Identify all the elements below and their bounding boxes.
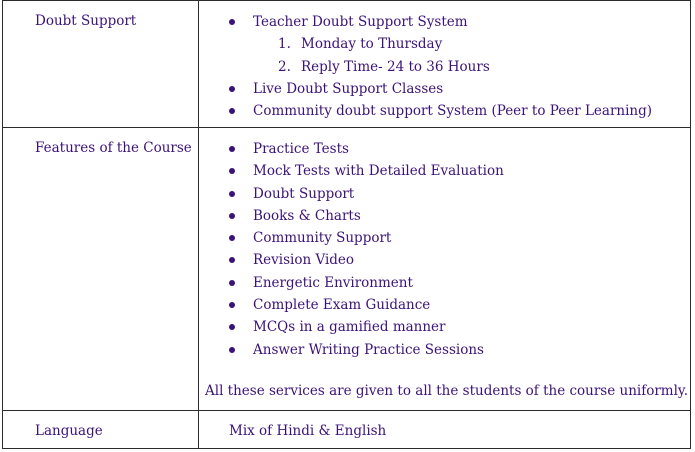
list-item xyxy=(199,138,690,160)
row-content-cell xyxy=(199,411,691,449)
list-item-text: Energetic Environment xyxy=(253,274,413,291)
table-row-features xyxy=(3,128,691,411)
list-item-text: Community doubt support System (Peer to Peer Learning) xyxy=(253,103,653,120)
list-item xyxy=(199,227,690,249)
list-item-text: Revision Video xyxy=(253,252,355,269)
list-item-text: Answer Writing Practice Sessions xyxy=(253,341,484,358)
bullet-icon xyxy=(229,191,235,197)
row-label-cell xyxy=(3,411,199,449)
row-content-cell xyxy=(199,1,691,128)
table-row-doubt-support xyxy=(3,1,691,128)
bullet-icon xyxy=(229,146,235,152)
list-item xyxy=(199,316,690,338)
list-item-text: MCQs in a gamified manner xyxy=(253,319,446,336)
list-item xyxy=(199,78,690,100)
sublist-item-text: Monday to Thursday xyxy=(301,36,443,53)
bullet-icon xyxy=(229,302,235,308)
row-label-cell xyxy=(3,128,199,411)
bullet-icon xyxy=(229,108,235,114)
list-item-text: Mock Tests with Detailed Evaluation xyxy=(253,163,504,180)
list-item-text: Books & Charts xyxy=(253,207,361,224)
bullet-icon xyxy=(229,347,235,353)
row-label: Language xyxy=(35,423,103,439)
list-item xyxy=(199,160,690,182)
list-item xyxy=(199,249,690,271)
list-item xyxy=(199,339,690,361)
list-item-text: Live Doubt Support Classes xyxy=(253,80,444,97)
sublist-number: 2. xyxy=(278,58,291,75)
row-content-cell xyxy=(199,128,691,411)
list-item xyxy=(199,272,690,294)
bullet-icon xyxy=(229,280,235,286)
row-label-cell xyxy=(3,1,199,128)
list-item xyxy=(199,205,690,227)
bullet-icon xyxy=(229,257,235,263)
list-item-text: Teacher Doubt Support System xyxy=(253,14,468,30)
bullet-icon xyxy=(229,19,235,25)
list-item-text: Complete Exam Guidance xyxy=(253,297,431,314)
sublist-number: 1. xyxy=(278,36,291,53)
numbered-sublist xyxy=(253,33,690,78)
row-label: Features of the Course xyxy=(35,140,192,156)
list-item-text: Practice Tests xyxy=(253,141,349,157)
course-details-table xyxy=(2,0,691,449)
list-item-text: Community Support xyxy=(253,230,392,247)
list-item xyxy=(199,11,690,78)
bullet-icon xyxy=(229,213,235,219)
list-item xyxy=(199,100,690,122)
sublist-item xyxy=(199,56,690,78)
bullet-icon xyxy=(229,324,235,330)
sublist-item xyxy=(199,33,690,55)
sublist-item-text: Reply Time- 24 to 36 Hours xyxy=(301,58,490,75)
bullet-icon xyxy=(229,86,235,92)
bullet-icon xyxy=(229,168,235,174)
doubt-support-list xyxy=(199,1,690,122)
bullet-icon xyxy=(229,235,235,241)
table-row-language xyxy=(3,411,691,449)
list-item xyxy=(199,294,690,316)
row-label: Doubt Support xyxy=(35,13,137,29)
features-list xyxy=(199,128,690,361)
features-note: All these services are given to all the students of the course uniformly. xyxy=(205,382,689,399)
list-item xyxy=(199,183,690,205)
list-item-text: Doubt Support xyxy=(253,185,355,202)
language-value: Mix of Hindi & English xyxy=(229,423,387,439)
